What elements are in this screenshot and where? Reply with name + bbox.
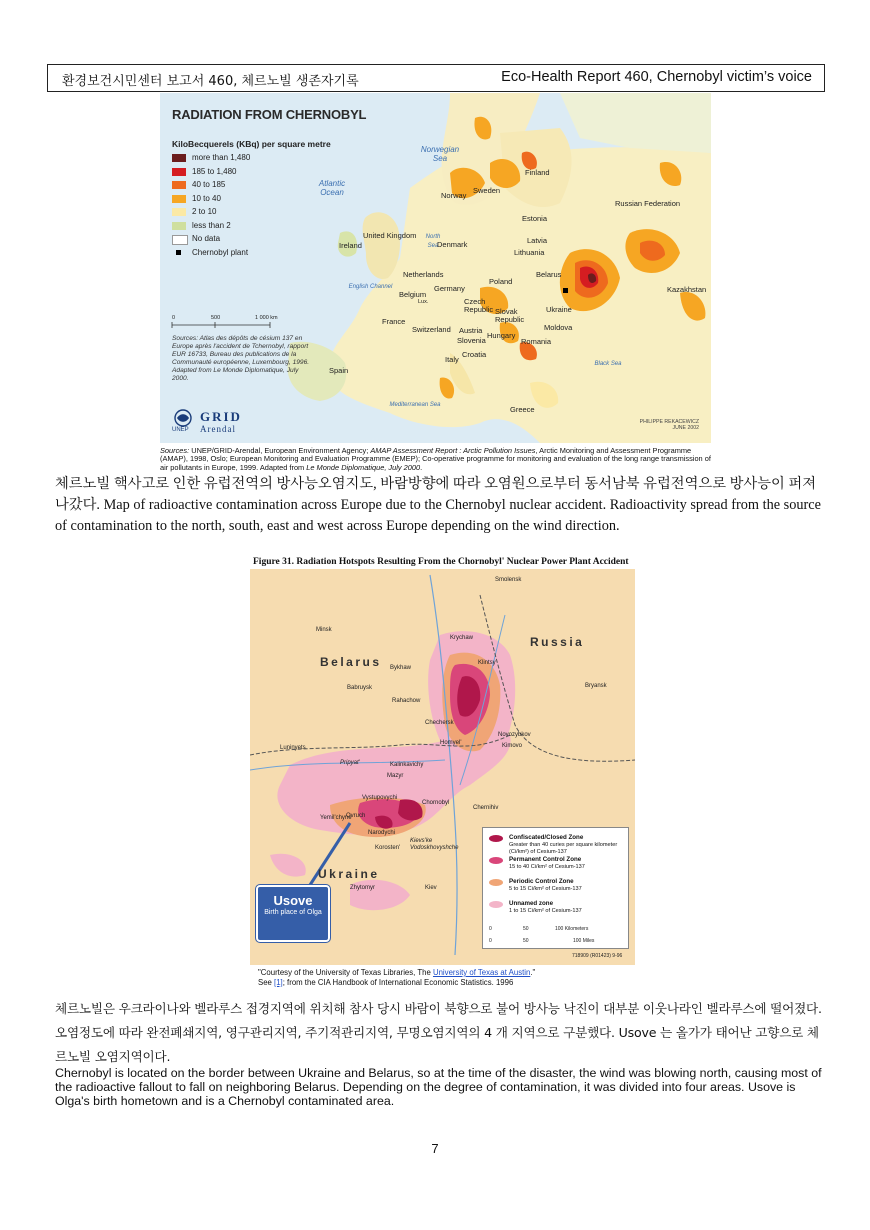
country-belgium: Belgium xyxy=(399,290,427,299)
country-kazakhstan: Kazakhstan xyxy=(667,285,707,294)
place-vystupovychi: Vystupovychi xyxy=(362,795,398,801)
credit-source: ; from the CIA Handbook of International Economic Statistics. 1996 xyxy=(282,978,514,987)
credit-text-b: ." xyxy=(530,968,536,977)
country-lux: Lux. xyxy=(418,299,429,305)
legend-label: less than 2 xyxy=(192,220,231,230)
place-kalinkavichy: Kalinkavichy xyxy=(390,762,424,768)
country-sweden: Sweden xyxy=(473,186,501,195)
map-date: JUNE 2002 xyxy=(672,425,699,431)
scale-label-500: 500 xyxy=(211,315,221,321)
country-finland: Finland xyxy=(525,168,550,177)
country-italy: Italy xyxy=(445,355,459,364)
unep-logo-text: UNEP xyxy=(172,427,189,433)
place-luninyets: Luninyets xyxy=(280,745,306,751)
place-korosten: Korosten' xyxy=(375,845,401,851)
legend-swatch xyxy=(172,168,186,176)
country-ireland: Ireland xyxy=(339,241,362,250)
sea-english-channel: English Channel xyxy=(348,284,393,290)
place-yemilchyne: Yemil'chyne xyxy=(320,815,352,821)
source-italic-b: Le Monde Diplomatique, July 2000 xyxy=(306,462,421,472)
country-croatia: Croatia xyxy=(462,350,487,359)
legend-label: No data xyxy=(192,234,221,243)
country-slovak: Slovak Republic xyxy=(495,307,525,324)
hotspot-legend-desc: 1 to 15 Ci/km² of Cesium-137 xyxy=(509,908,582,914)
chernobyl-hotspot-map xyxy=(250,555,635,965)
hotspot-legend-title: Periodic Control Zone xyxy=(509,878,574,885)
cartographer-name: PHILIPPE REKACEWICZ xyxy=(639,419,699,425)
legend-swatch xyxy=(172,195,186,203)
country-norway: Norway xyxy=(441,191,467,200)
place-mazyr: Mazyr xyxy=(387,773,404,779)
country-austria: Austria xyxy=(459,326,483,335)
country-germany: Germany xyxy=(434,284,465,293)
europe-map-caption: 체르노빌 핵사고로 인한 유럽전역의 방사능오염지도, 바람방향에 따라 오염원으로부터 동서남북 유럽전역으로 방사능이 퍼져 나갔다. Map of radioactive contamination across Europe due to the Chernobyl nuclear accident. Radioactivity spread from the source of contamination to the north, south, east and west across Europe depending on the wind direction. xyxy=(55,476,821,534)
place-smolensk: Smolensk xyxy=(495,577,522,583)
europe-map-title: RADIATION FROM CHERNOBYL xyxy=(172,107,367,122)
hotspot-map-legend xyxy=(482,827,629,949)
source-prefix: Sources: xyxy=(160,446,190,455)
sea-north: North Sea xyxy=(425,234,441,249)
hotspot-legend-swatch xyxy=(489,879,503,886)
country-romania: Romania xyxy=(521,337,552,346)
place-kimovo: Kimovo xyxy=(502,743,523,749)
scale-label-1000: 1 000 km xyxy=(255,315,278,321)
country-belarus: Belarus xyxy=(536,270,562,279)
country-latvia: Latvia xyxy=(527,236,548,245)
scale-label-0: 0 xyxy=(172,315,176,321)
legend-label: 2 to 10 xyxy=(192,207,217,216)
legend-label: Chernobyl plant xyxy=(192,247,249,257)
legend-swatch xyxy=(172,235,188,245)
hotspot-legend-desc: Greater than 40 curies per square kilometer (Ci/km²) of Cesium-137 xyxy=(509,842,618,855)
sea-atlantic: Atlantic Ocean xyxy=(318,179,346,197)
legend-swatch xyxy=(172,222,186,230)
country-ukraine: Ukraine xyxy=(546,305,572,314)
scale-mi-50: 50 xyxy=(523,938,529,944)
hotspot-caption-korean: 체르노빌은 우크라이나와 벨라루스 접경지역에 위치해 참사 당시 바람이 북향으로 불어 방사능 낙진이 대부분 이웃나라인 벨라루스에 떨어졌다. 오염정도에 따라 완전폐쇄지역, 영구관리지역, 주기적관리지역, 무명오염지역의 4 개 지역으로 구분했다. Usove 는 올가가 태어난 고향으로 체르노빌 오염지역이다. xyxy=(55,1001,822,1064)
place-bykhaw: Bykhaw xyxy=(390,665,412,671)
country-netherlands: Netherlands xyxy=(403,270,444,279)
country-switzerland: Switzerland xyxy=(412,325,451,334)
page-header xyxy=(47,64,825,92)
hotspot-legend-swatch xyxy=(489,835,503,842)
place-kiev: Kiev xyxy=(425,885,437,891)
place-narodychi: Narodychi xyxy=(368,830,396,836)
place-chornobyl: Chornobyl xyxy=(422,800,450,806)
source-italic-a: AMAP Assessment Report : Arctic Pollution Issues xyxy=(370,446,536,455)
country-slovenia: Slovenia xyxy=(457,336,486,345)
arendal-logo-text: Arendal xyxy=(200,424,236,434)
source-text-c: . xyxy=(420,462,423,472)
scale-mi-100: 100 Miles xyxy=(573,938,595,944)
place-klintsy: Klintsy xyxy=(478,660,496,666)
credit-see: See xyxy=(258,978,275,987)
legend-swatch xyxy=(172,154,186,162)
chernobyl-plant-marker xyxy=(563,288,568,293)
ut-austin-link[interactable]: University of Texas at Austin xyxy=(432,968,531,977)
country-russia: Russian Federation xyxy=(615,199,681,208)
page-number: 7 xyxy=(431,1141,439,1156)
header-english-title: Eco-Health Report 460, Chernobyl victim’s voice xyxy=(501,69,812,85)
sea-black: Black Sea xyxy=(594,361,622,367)
hotspot-legend-title: Permanent Control Zone xyxy=(509,856,582,863)
credit-text-a: "Courtesy of the University of Texas Libraries, The xyxy=(258,968,433,977)
place-zhytomyr: Zhytomyr xyxy=(350,885,376,891)
map-catalog-number: 718909 (R01423) 9-96 xyxy=(572,953,623,959)
country-lithuania: Lithuania xyxy=(514,248,545,257)
country-russia-label: Russia xyxy=(530,635,585,649)
place-novozybkov: Novozybkov xyxy=(498,732,531,738)
reference-link[interactable]: [1] xyxy=(274,978,283,987)
country-france: France xyxy=(382,317,406,326)
scale-km-0: 0 xyxy=(489,926,492,932)
place-rahachow: Rahachow xyxy=(392,698,421,704)
place-minsk: Minsk xyxy=(316,627,332,633)
place-babruysk: Babruysk xyxy=(347,685,373,691)
unep-grid-logo xyxy=(172,409,262,435)
scale-mi-0: 0 xyxy=(489,938,492,944)
legend-swatch xyxy=(172,181,186,189)
country-uk: United Kingdom xyxy=(363,231,417,240)
hotspot-legend-title: Confiscated/Closed Zone xyxy=(509,834,584,841)
place-kiev-reservoir: Kievs'ke Vodoskhovyshche xyxy=(410,838,459,851)
hotspot-map-credit xyxy=(258,968,628,988)
hotspot-map-title: Figure 31. Radiation Hotspots Resulting From the Chornobyl' Nuclear Power Plant Accident xyxy=(253,557,629,567)
europe-map-source-line xyxy=(160,447,720,472)
europe-radiation-map xyxy=(160,93,711,443)
country-spain: Spain xyxy=(329,366,349,375)
legend-label: 10 to 40 xyxy=(192,193,221,203)
country-poland: Poland xyxy=(489,277,513,286)
usove-subtitle: Birth place of Olga xyxy=(264,909,322,916)
hotspot-caption-english: Chernobyl is located on the border between Ukraine and Belarus, so at the time of the disaster, the wind was blowing north, causing most of the radioactive fallout to fall on neighboring Belarus. Depending on the degree of contamination, it was divided into four areas. Usove is Olga's birth hometown and is a Chernobyl contaminated area. xyxy=(55,1066,822,1108)
legend-swatch xyxy=(172,208,186,216)
source-text-a: UNEP/GRID-Arendal, European Environment Agency; xyxy=(189,446,371,455)
hotspot-legend-desc: 5 to 15 Ci/km² of Cesium-137 xyxy=(509,886,582,892)
scale-km-50: 50 xyxy=(523,926,529,932)
header-korean-title: 환경보건시민센터 보고서 460, 체르노빌 생존자기록 xyxy=(62,74,359,89)
europe-map-legend-title: KiloBecquerels (KBq) per square metre xyxy=(172,139,331,149)
hotspot-legend-swatch xyxy=(489,857,503,864)
usove-callout xyxy=(256,885,330,942)
europe-map-credit xyxy=(640,419,699,431)
river-pripyat: Pripyat' xyxy=(340,760,360,766)
usove-name: Usove xyxy=(273,893,313,908)
country-ukraine-label: Ukraine xyxy=(318,867,380,881)
sea-mediterranean: Mediterranean Sea xyxy=(389,402,441,408)
unep-globe-icon xyxy=(172,409,196,427)
place-chechersk: Chechersk xyxy=(425,720,454,726)
europe-map-sources-note: Sources: Atlas des dépôts de césium 137 en Europe après l'accident de Tchernobyl, rapport EUR 16733, Bureau des publications de la Communauté européenne, Luxembourg, 1996. Adapted from Le Monde Diplomatique, July 2000. xyxy=(172,335,310,382)
hotspot-legend-title: Unnamed zone xyxy=(509,900,554,907)
legend-swatch xyxy=(176,250,181,255)
legend-label: 185 to 1,480 xyxy=(192,166,237,176)
country-estonia: Estonia xyxy=(522,214,548,223)
sea-norwegian: Norwegian Sea xyxy=(420,145,460,163)
country-greece: Greece xyxy=(510,405,535,414)
place-ovruch: Ovruch xyxy=(346,813,366,819)
place-bryansk: Bryansk xyxy=(585,683,607,689)
legend-label: 40 to 185 xyxy=(192,180,226,189)
place-chernihiv: Chernihiv xyxy=(473,805,499,811)
scale-km-100: 100 Kilometers xyxy=(555,926,589,932)
country-czech: Czech Republic xyxy=(464,297,494,314)
country-denmark: Denmark xyxy=(437,240,468,249)
hotspot-legend-desc: 15 to 40 Ci/km² of Cesium-137 xyxy=(509,864,585,870)
grid-logo-text: GRID xyxy=(200,409,242,424)
country-hungary: Hungary xyxy=(487,331,516,340)
legend-label: more than 1,480 xyxy=(192,153,251,162)
country-moldova: Moldova xyxy=(544,323,573,332)
place-krychaw: Krychaw xyxy=(450,635,474,641)
place-homyel: Homyel' xyxy=(440,740,462,746)
country-belarus-label: Belarus xyxy=(320,655,382,669)
source-text-b: , Arctic Monitoring and Assessment Programme (AMAP), 1998, Oslo; European Monitoring and Evaluation Programme (EMEP); Co-operative programme for monitoring and evaluation of the long range transmission of air pollutants in Europe, 1999. Adapted from xyxy=(160,446,711,472)
hotspot-legend-swatch xyxy=(489,901,503,908)
